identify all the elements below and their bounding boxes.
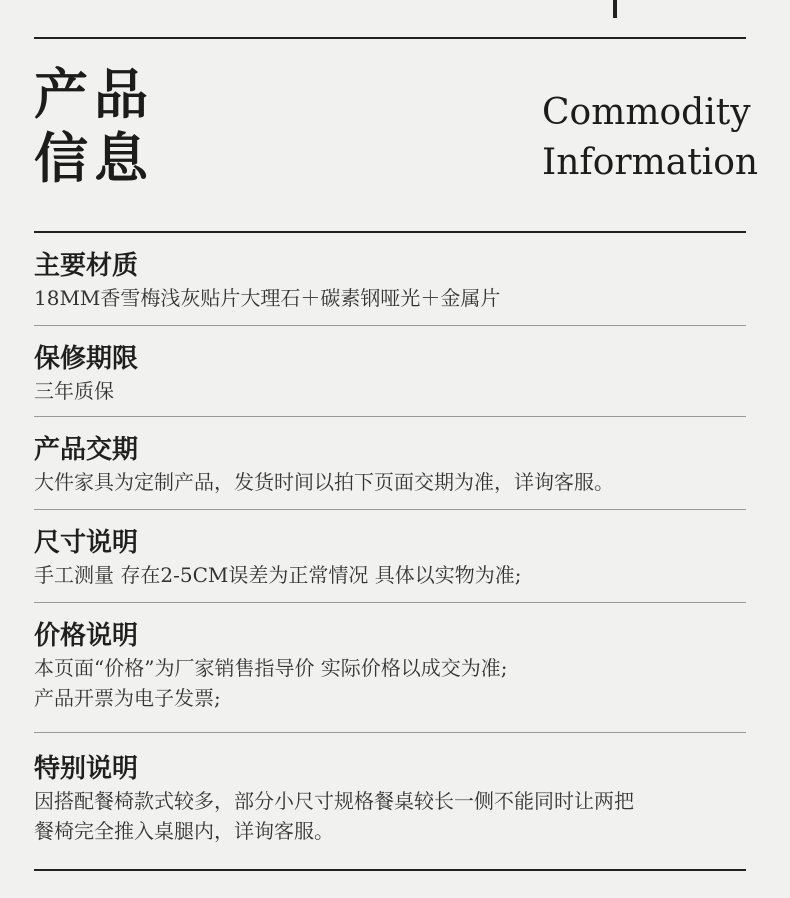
- page-title-chinese-line2: 信息: [34, 126, 154, 190]
- section-title: 价格说明: [34, 621, 139, 651]
- section-text: 本页面“价格”为厂家销售指导价 实际价格以成交为准;: [34, 656, 508, 680]
- section-divider: [34, 602, 746, 603]
- section-title: 主要材质: [34, 251, 139, 281]
- section-divider: [34, 509, 746, 510]
- section-text: 产品开票为电子发票;: [34, 686, 221, 710]
- section-special-notes: [34, 752, 746, 846]
- section-title: 特别说明: [34, 754, 139, 784]
- header-bottom-divider: [34, 231, 746, 233]
- section-title: 尺寸说明: [34, 528, 139, 558]
- page-title-english-line1: Commodity: [542, 92, 751, 133]
- section-text: 餐椅完全推入桌腿内，详询客服。: [34, 819, 334, 843]
- section-text: 因搭配餐椅款式较多，部分小尺寸规格餐桌较长一侧不能同时让两把: [34, 789, 634, 813]
- section-text: 手工测量 存在2-5CM误差为正常情况 具体以实物为准;: [34, 563, 522, 587]
- page-title-chinese-line1: 产品: [34, 62, 154, 126]
- page-title-english-line2: Information: [542, 142, 759, 183]
- page-title-english: [542, 88, 758, 188]
- section-size: [34, 526, 746, 590]
- section-title: 产品交期: [34, 435, 139, 465]
- section-divider: [34, 732, 746, 733]
- section-text: 三年质保: [34, 379, 114, 403]
- page-title-chinese: [34, 62, 154, 190]
- section-text: 18MM香雪梅浅灰贴片大理石＋碳素钢哑光＋金属片: [34, 286, 501, 310]
- section-warranty: [34, 342, 746, 406]
- section-delivery: [34, 433, 746, 497]
- section-price: [34, 619, 746, 713]
- section-main-material: [34, 249, 746, 313]
- section-divider: [34, 416, 746, 417]
- section-divider: [34, 325, 746, 326]
- header-top-divider: [34, 37, 746, 39]
- top-accent-mark: [613, 0, 617, 18]
- footer-divider: [34, 869, 746, 871]
- section-title: 保修期限: [34, 344, 139, 374]
- section-text: 大件家具为定制产品，发货时间以拍下页面交期为准，详询客服。: [34, 470, 614, 494]
